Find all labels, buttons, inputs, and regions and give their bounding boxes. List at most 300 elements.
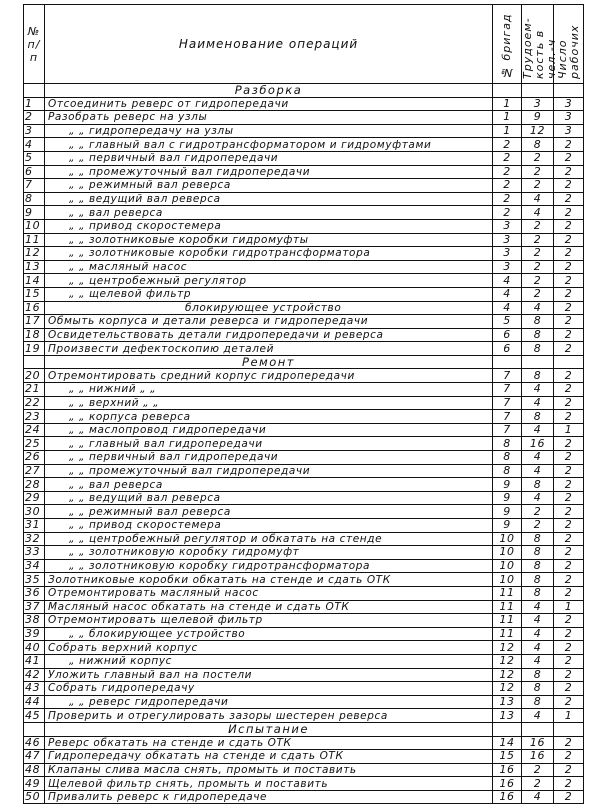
table-row <box>24 287 584 301</box>
row-number: 37 <box>24 600 45 614</box>
brigade-number: 3 <box>493 219 522 233</box>
row-number: 6 <box>24 165 45 179</box>
row-number: 26 <box>24 451 45 465</box>
worker-count: 1 <box>554 600 584 614</box>
operation-name: „ „ режимный вал реверса <box>45 179 493 193</box>
brigade-number: 3 <box>493 260 522 274</box>
section-spacer <box>493 722 522 736</box>
section-spacer <box>24 355 45 369</box>
worker-count: 2 <box>554 192 584 206</box>
operation-name: Собрать гидропередачу <box>45 682 493 696</box>
section-spacer <box>522 722 554 736</box>
row-number: 11 <box>24 233 45 247</box>
operation-name: „ „ промежуточный вал гидропередачи <box>45 165 493 179</box>
row-number: 38 <box>24 614 45 628</box>
labor-hours: 8 <box>522 586 554 600</box>
row-number: 15 <box>24 287 45 301</box>
operation-name: Отремонтировать масляный насос <box>45 586 493 600</box>
operation-name: Обмыть корпуса и детали реверса и гидропередачи <box>45 315 493 329</box>
table-row <box>24 247 584 261</box>
operation-name: „ „ реверс гидропередачи <box>45 695 493 709</box>
labor-hours: 8 <box>522 328 554 342</box>
table-row <box>24 206 584 220</box>
table-row <box>24 532 584 546</box>
brigade-number: 13 <box>493 709 522 723</box>
brigade-number: 6 <box>493 342 522 356</box>
labor-hours: 12 <box>522 124 554 138</box>
row-number: 7 <box>24 179 45 193</box>
labor-hours: 2 <box>522 260 554 274</box>
header-workers-cell <box>554 5 584 84</box>
brigade-number: 7 <box>493 410 522 424</box>
section-spacer <box>522 355 554 369</box>
row-number: 43 <box>24 682 45 696</box>
section-spacer <box>554 355 584 369</box>
row-number: 31 <box>24 519 45 533</box>
table-row <box>24 505 584 519</box>
worker-count: 2 <box>554 206 584 220</box>
table-row <box>24 97 584 111</box>
operation-name: „ „ нижний „ „ <box>45 383 493 397</box>
labor-hours: 2 <box>522 219 554 233</box>
operation-name: „ „ корпуса реверса <box>45 410 493 424</box>
brigade-number: 11 <box>493 586 522 600</box>
worker-count: 2 <box>554 695 584 709</box>
table-row <box>24 654 584 668</box>
table-row <box>24 451 584 465</box>
section-spacer <box>522 84 554 98</box>
table-row <box>24 709 584 723</box>
brigade-number: 13 <box>493 695 522 709</box>
row-number: 49 <box>24 777 45 791</box>
table-header-row <box>24 5 584 84</box>
row-number: 17 <box>24 315 45 329</box>
operation-name: „ „ щелевой фильтр <box>45 287 493 301</box>
brigade-number: 10 <box>493 573 522 587</box>
brigade-number: 12 <box>493 668 522 682</box>
operation-name: Отремонтировать средний корпус гидропередачи <box>45 369 493 383</box>
table-row <box>24 233 584 247</box>
brigade-number: 2 <box>493 138 522 152</box>
operation-name: Собрать верхний корпус <box>45 641 493 655</box>
row-number: 27 <box>24 464 45 478</box>
operation-name: „ „ маслопровод гидропередачи <box>45 423 493 437</box>
table-row <box>24 274 584 288</box>
worker-count: 2 <box>554 627 584 641</box>
labor-hours: 2 <box>522 505 554 519</box>
section-title: Испытание <box>45 722 493 736</box>
table-row <box>24 559 584 573</box>
operation-name: Проверить и отрегулировать зазоры шестерен реверса <box>45 709 493 723</box>
brigade-number: 16 <box>493 790 522 804</box>
operation-name: „ „ первичный вал гидропередачи <box>45 151 493 165</box>
row-number: 13 <box>24 260 45 274</box>
table-row <box>24 682 584 696</box>
operation-name: „ „ масляный насос <box>45 260 493 274</box>
section-row <box>24 84 584 98</box>
table-row <box>24 478 584 492</box>
worker-count: 2 <box>554 777 584 791</box>
labor-hours: 2 <box>522 777 554 791</box>
brigade-number: 8 <box>493 437 522 451</box>
labor-hours: 2 <box>522 763 554 777</box>
section-spacer <box>24 84 45 98</box>
section-spacer <box>554 722 584 736</box>
row-number: 45 <box>24 709 45 723</box>
table-row <box>24 750 584 764</box>
brigade-number: 5 <box>493 315 522 329</box>
labor-hours: 4 <box>522 790 554 804</box>
row-number: 46 <box>24 736 45 750</box>
labor-hours: 2 <box>522 287 554 301</box>
brigade-number: 8 <box>493 464 522 478</box>
worker-count: 2 <box>554 383 584 397</box>
table-row <box>24 491 584 505</box>
brigade-number: 1 <box>493 124 522 138</box>
brigade-number: 9 <box>493 491 522 505</box>
labor-hours: 4 <box>522 641 554 655</box>
operation-name: Гидропередачу обкатать на стенде и сдать ОТК <box>45 750 493 764</box>
operation-name: Произвести дефектоскопию деталей <box>45 342 493 356</box>
brigade-number: 2 <box>493 192 522 206</box>
labor-hours: 4 <box>522 383 554 397</box>
labor-hours: 2 <box>522 519 554 533</box>
row-number: 41 <box>24 654 45 668</box>
table-row <box>24 410 584 424</box>
row-number: 12 <box>24 247 45 261</box>
labor-hours: 2 <box>522 247 554 261</box>
operation-name: „ „ вал реверса <box>45 206 493 220</box>
labor-hours: 4 <box>522 451 554 465</box>
row-number: 25 <box>24 437 45 451</box>
brigade-number: 4 <box>493 274 522 288</box>
worker-count: 2 <box>554 532 584 546</box>
operation-name: Клапаны слива масла снять, промыть и поставить <box>45 763 493 777</box>
worker-count: 2 <box>554 233 584 247</box>
table-body <box>24 84 584 804</box>
worker-count: 2 <box>554 790 584 804</box>
table-row <box>24 586 584 600</box>
header-workers: Число рабочих <box>555 24 581 79</box>
operation-name: Отсоединить реверс от гидропередачи <box>45 97 493 111</box>
table-row <box>24 124 584 138</box>
operation-name: „ „ золотниковую коробку гидромуфт <box>45 546 493 560</box>
brigade-number: 16 <box>493 777 522 791</box>
table-row <box>24 546 584 560</box>
worker-count: 2 <box>554 451 584 465</box>
table-row <box>24 614 584 628</box>
table-row <box>24 192 584 206</box>
worker-count: 2 <box>554 763 584 777</box>
labor-hours: 4 <box>522 464 554 478</box>
section-title: Ремонт <box>45 355 493 369</box>
worker-count: 2 <box>554 546 584 560</box>
table-row <box>24 695 584 709</box>
row-number: 34 <box>24 559 45 573</box>
row-number: 47 <box>24 750 45 764</box>
table-row <box>24 464 584 478</box>
operation-name: „ „ главный вал с гидротрансформатором и гидромуфтами <box>45 138 493 152</box>
brigade-number: 11 <box>493 627 522 641</box>
operation-name: „ „ верхний „ „ <box>45 396 493 410</box>
labor-hours: 8 <box>522 342 554 356</box>
table-row <box>24 519 584 533</box>
worker-count: 1 <box>554 709 584 723</box>
labor-hours: 4 <box>522 396 554 410</box>
section-row <box>24 355 584 369</box>
row-number: 32 <box>24 532 45 546</box>
worker-count: 2 <box>554 287 584 301</box>
labor-hours: 16 <box>522 437 554 451</box>
table-row <box>24 138 584 152</box>
labor-hours: 16 <box>522 736 554 750</box>
brigade-number: 7 <box>493 423 522 437</box>
header-operation-name: Наименование операций <box>45 5 493 84</box>
table-row <box>24 423 584 437</box>
row-number: 29 <box>24 491 45 505</box>
worker-count: 2 <box>554 179 584 193</box>
worker-count: 2 <box>554 274 584 288</box>
worker-count: 2 <box>554 491 584 505</box>
table-row <box>24 736 584 750</box>
table-row <box>24 369 584 383</box>
brigade-number: 9 <box>493 505 522 519</box>
labor-hours: 4 <box>522 423 554 437</box>
table-row <box>24 260 584 274</box>
labor-hours: 4 <box>522 491 554 505</box>
row-number: 48 <box>24 763 45 777</box>
worker-count: 2 <box>554 614 584 628</box>
header-number: № п/п <box>24 5 45 84</box>
operation-name: „ „ режимный вал реверса <box>45 505 493 519</box>
worker-count: 2 <box>554 260 584 274</box>
labor-hours: 16 <box>522 750 554 764</box>
brigade-number: 7 <box>493 369 522 383</box>
table-row <box>24 342 584 356</box>
table-row <box>24 315 584 329</box>
table-row <box>24 179 584 193</box>
table-row <box>24 790 584 804</box>
row-number: 19 <box>24 342 45 356</box>
brigade-number: 6 <box>493 328 522 342</box>
labor-hours: 8 <box>522 532 554 546</box>
labor-hours: 2 <box>522 274 554 288</box>
row-number: 20 <box>24 369 45 383</box>
labor-hours: 8 <box>522 138 554 152</box>
labor-hours: 8 <box>522 573 554 587</box>
brigade-number: 14 <box>493 736 522 750</box>
section-row <box>24 722 584 736</box>
labor-hours: 4 <box>522 206 554 220</box>
operation-name: „ „ золотниковые коробки гидромуфты <box>45 233 493 247</box>
worker-count: 2 <box>554 478 584 492</box>
operation-name: „ „ промежуточный вал гидропередачи <box>45 464 493 478</box>
operation-name: „ нижний корпус <box>45 654 493 668</box>
row-number: 5 <box>24 151 45 165</box>
worker-count: 2 <box>554 519 584 533</box>
brigade-number: 4 <box>493 301 522 315</box>
brigade-number: 1 <box>493 97 522 111</box>
brigade-number: 11 <box>493 600 522 614</box>
operation-name: „ „ золотниковые коробки гидротрансформатора <box>45 247 493 261</box>
labor-hours: 3 <box>522 97 554 111</box>
table-row <box>24 777 584 791</box>
operation-name: блокирующее устройство <box>45 301 493 315</box>
worker-count: 2 <box>554 559 584 573</box>
table-row <box>24 219 584 233</box>
labor-hours: 8 <box>522 682 554 696</box>
labor-hours: 8 <box>522 478 554 492</box>
table-row <box>24 165 584 179</box>
row-number: 22 <box>24 396 45 410</box>
operation-name: Разобрать реверс на узлы <box>45 111 493 125</box>
table-row <box>24 627 584 641</box>
brigade-number: 3 <box>493 233 522 247</box>
labor-hours: 4 <box>522 614 554 628</box>
brigade-number: 15 <box>493 750 522 764</box>
row-number: 36 <box>24 586 45 600</box>
row-number: 8 <box>24 192 45 206</box>
row-number: 28 <box>24 478 45 492</box>
section-spacer <box>24 722 45 736</box>
row-number: 23 <box>24 410 45 424</box>
row-number: 4 <box>24 138 45 152</box>
table-row <box>24 151 584 165</box>
labor-hours: 8 <box>522 410 554 424</box>
operations-table <box>23 4 584 804</box>
worker-count: 2 <box>554 315 584 329</box>
row-number: 35 <box>24 573 45 587</box>
brigade-number: 7 <box>493 383 522 397</box>
operation-name: „ „ ведущий вал реверса <box>45 491 493 505</box>
operation-name: Масляный насос обкатать на стенде и сдать ОТК <box>45 600 493 614</box>
brigade-number: 11 <box>493 614 522 628</box>
brigade-number: 3 <box>493 247 522 261</box>
brigade-number: 1 <box>493 111 522 125</box>
worker-count: 2 <box>554 437 584 451</box>
worker-count: 2 <box>554 505 584 519</box>
row-number: 50 <box>24 790 45 804</box>
worker-count: 2 <box>554 165 584 179</box>
brigade-number: 12 <box>493 641 522 655</box>
table-row <box>24 641 584 655</box>
table-row <box>24 763 584 777</box>
row-number: 24 <box>24 423 45 437</box>
brigade-number: 10 <box>493 559 522 573</box>
worker-count: 2 <box>554 151 584 165</box>
labor-hours: 4 <box>522 709 554 723</box>
labor-hours: 2 <box>522 233 554 247</box>
header-brigade: № бригад <box>500 12 513 79</box>
worker-count: 2 <box>554 464 584 478</box>
row-number: 9 <box>24 206 45 220</box>
brigade-number: 8 <box>493 451 522 465</box>
operation-name: „ „ главный вал гидропередачи <box>45 437 493 451</box>
table-row <box>24 573 584 587</box>
brigade-number: 2 <box>493 179 522 193</box>
labor-hours: 8 <box>522 695 554 709</box>
worker-count: 2 <box>554 654 584 668</box>
operation-name: Щелевой фильтр снять, промыть и поставить <box>45 777 493 791</box>
operation-name: Уложить главный вал на постели <box>45 668 493 682</box>
operation-name: Привалить реверс к гидропередаче <box>45 790 493 804</box>
labor-hours: 8 <box>522 369 554 383</box>
brigade-number: 9 <box>493 478 522 492</box>
worker-count: 2 <box>554 750 584 764</box>
row-number: 39 <box>24 627 45 641</box>
row-number: 3 <box>24 124 45 138</box>
worker-count: 2 <box>554 219 584 233</box>
worker-count: 3 <box>554 124 584 138</box>
brigade-number: 2 <box>493 165 522 179</box>
brigade-number: 4 <box>493 287 522 301</box>
worker-count: 2 <box>554 682 584 696</box>
brigade-number: 2 <box>493 206 522 220</box>
worker-count: 2 <box>554 573 584 587</box>
section-spacer <box>554 84 584 98</box>
operation-name: „ „ блокирующее устройство <box>45 627 493 641</box>
operation-name: „ „ центробежный регулятор и обкатать на стенде <box>45 532 493 546</box>
operation-name: Реверс обкатать на стенде и сдать ОТК <box>45 736 493 750</box>
row-number: 44 <box>24 695 45 709</box>
row-number: 30 <box>24 505 45 519</box>
worker-count: 2 <box>554 301 584 315</box>
header-labor: Трудоем-кость в чел.-ч <box>521 16 558 79</box>
operation-name: Отремонтировать щелевой фильтр <box>45 614 493 628</box>
operations-table-sheet <box>23 4 583 804</box>
labor-hours: 8 <box>522 546 554 560</box>
worker-count: 2 <box>554 641 584 655</box>
section-spacer <box>493 84 522 98</box>
row-number: 21 <box>24 383 45 397</box>
labor-hours: 9 <box>522 111 554 125</box>
row-number: 40 <box>24 641 45 655</box>
row-number: 10 <box>24 219 45 233</box>
table-row <box>24 111 584 125</box>
section-title: Разборка <box>45 84 493 98</box>
worker-count: 2 <box>554 586 584 600</box>
row-number: 42 <box>24 668 45 682</box>
labor-hours: 4 <box>522 627 554 641</box>
row-number: 33 <box>24 546 45 560</box>
operation-name: „ „ первичный вал гидропередачи <box>45 451 493 465</box>
table-row <box>24 437 584 451</box>
labor-hours: 8 <box>522 315 554 329</box>
operation-name: „ „ привод скоростемера <box>45 219 493 233</box>
operation-name: „ „ центробежный регулятор <box>45 274 493 288</box>
labor-hours: 8 <box>522 559 554 573</box>
operation-name: „ „ ведущий вал реверса <box>45 192 493 206</box>
row-number: 14 <box>24 274 45 288</box>
brigade-number: 10 <box>493 532 522 546</box>
operation-name: Освидетельствовать детали гидропередачи и реверса <box>45 328 493 342</box>
brigade-number: 9 <box>493 519 522 533</box>
row-number: 1 <box>24 97 45 111</box>
worker-count: 3 <box>554 111 584 125</box>
header-brigade-cell <box>493 5 522 84</box>
labor-hours: 4 <box>522 301 554 315</box>
labor-hours: 4 <box>522 654 554 668</box>
table-row <box>24 301 584 315</box>
header-labor-cell <box>521 5 558 84</box>
operation-name: „ „ вал реверса <box>45 478 493 492</box>
row-number: 18 <box>24 328 45 342</box>
labor-hours: 4 <box>522 192 554 206</box>
worker-count: 2 <box>554 247 584 261</box>
brigade-number: 12 <box>493 654 522 668</box>
worker-count: 2 <box>554 668 584 682</box>
worker-count: 2 <box>554 736 584 750</box>
